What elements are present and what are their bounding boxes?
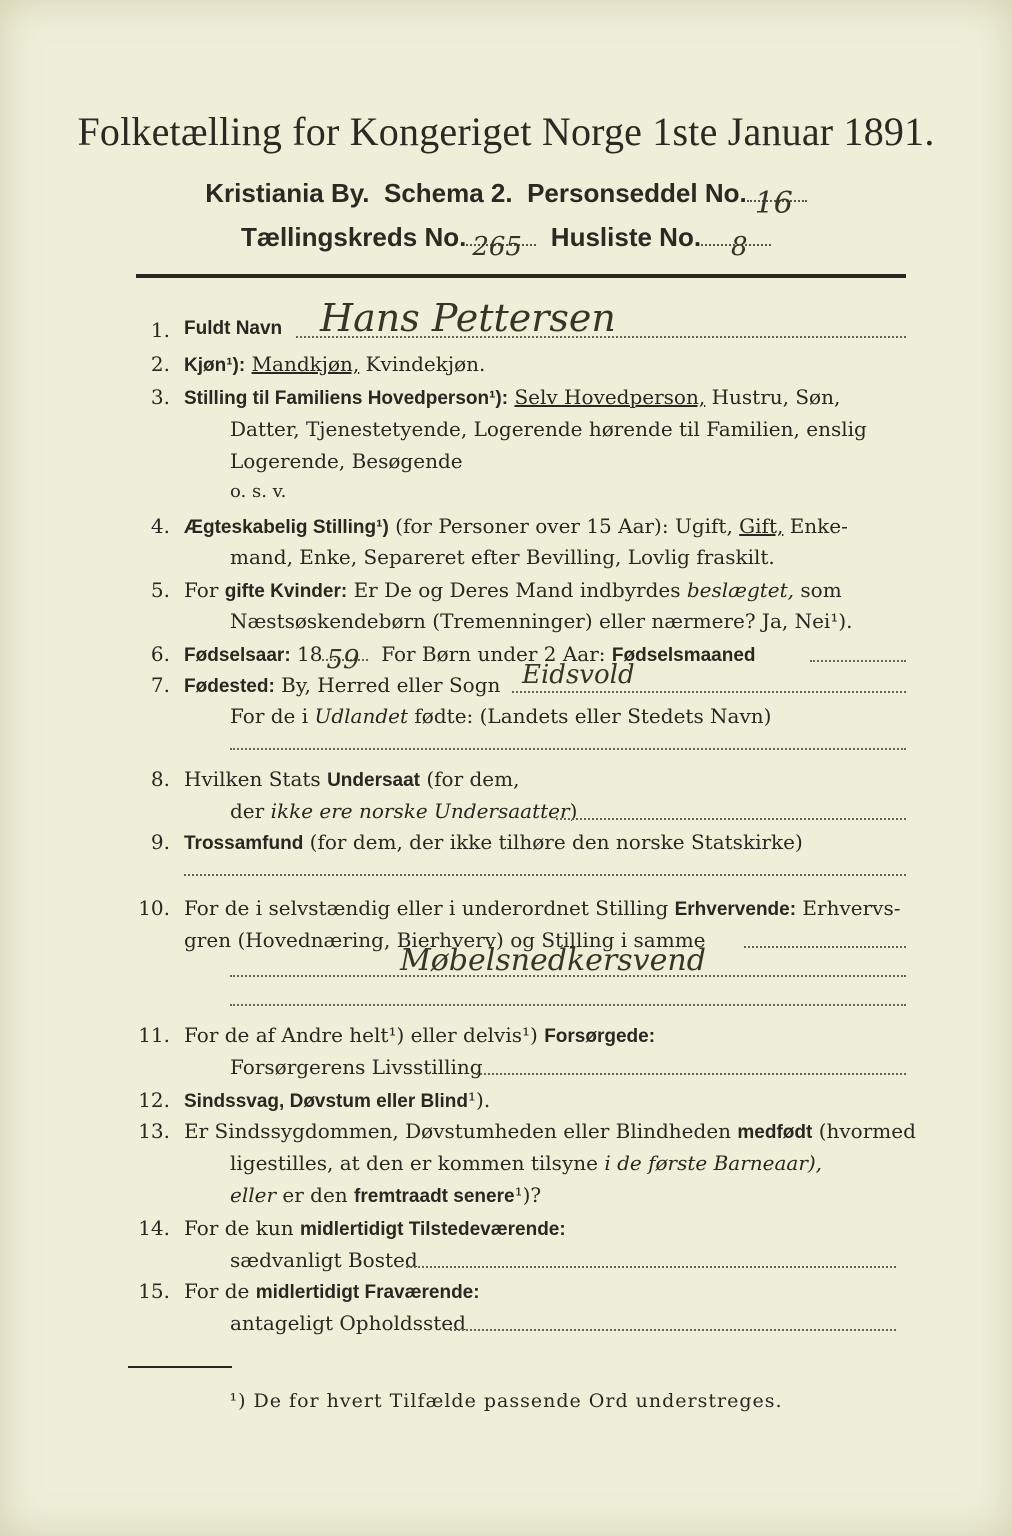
congenital-line3 xyxy=(230,1183,541,1208)
item-number: 5. xyxy=(150,578,170,602)
congenital-text1: Er Sindssygdommen, Døvstumheden eller Blindheden xyxy=(184,1119,732,1143)
citizenship-line2-text: der xyxy=(230,799,265,823)
congenital-line3-italic: eller xyxy=(230,1183,277,1207)
item-position xyxy=(184,385,840,410)
item-marital xyxy=(184,514,848,539)
label-religion: Trossamfund xyxy=(184,833,304,854)
item-number: 11. xyxy=(138,1023,170,1047)
label-supported: Forsørgede: xyxy=(544,1026,656,1047)
position-options: Hustru, Søn, xyxy=(711,385,841,409)
supported-text: For de af Andre helt¹) eller delvis¹) xyxy=(184,1023,538,1047)
header-line-kreds xyxy=(0,222,1012,262)
item-citizenship xyxy=(184,767,519,792)
item-temporary-present xyxy=(184,1216,566,1241)
abroad-text1: For de i xyxy=(230,704,309,728)
temporary-present-text: For de kun xyxy=(184,1216,294,1240)
item-number: 12. xyxy=(138,1088,170,1112)
label-temporary-present: midlertidigt Tilstedeværende: xyxy=(299,1219,566,1240)
citizenship-text2: (for dem, xyxy=(426,767,520,791)
item-number: 4. xyxy=(150,514,170,538)
married-line2: Næstsøskendebørn (Tremenninger) eller nærmere? Ja, Nei¹). xyxy=(230,609,853,633)
kreds-label: Tællingskreds No. xyxy=(240,222,467,252)
temporary-absent-text: For de xyxy=(184,1279,250,1303)
citizenship-text1: Hvilken Stats xyxy=(184,767,321,791)
citizenship-line2-italic: ikke ere norske Undersaatter xyxy=(270,799,570,823)
husliste-value: 8 xyxy=(731,232,748,262)
label-occupation: Erhvervende: xyxy=(674,899,797,920)
label-later: fremtraadt senere xyxy=(354,1186,515,1207)
temporary-present-line2: sædvanligt Bosted xyxy=(230,1248,418,1272)
item-number: 15. xyxy=(138,1279,170,1303)
full-name-value: Hans Pettersen xyxy=(320,296,616,340)
position-selected: Selv Hovedperson, xyxy=(514,385,706,409)
marital-text: (for Personer over 15 Aar): Ugift, xyxy=(395,514,733,538)
label-gender: Kjøn¹): xyxy=(184,355,246,376)
item-birthplace xyxy=(184,673,500,698)
label-marital: Ægteskabelig Stilling¹) xyxy=(184,517,389,538)
label-congenital: medfødt xyxy=(737,1122,813,1143)
position-options-line2: Datter, Tjenestetyende, Logerende hørende til Familien, enslig xyxy=(230,417,867,441)
married-text3: som xyxy=(800,578,842,602)
schema: Schema 2. xyxy=(383,178,513,208)
item-disability xyxy=(184,1088,490,1113)
label-full-name: Fuldt Navn xyxy=(184,318,283,339)
birthplace-abroad xyxy=(230,704,771,728)
item-number: 9. xyxy=(150,830,170,854)
abroad-text2: fødte: (Landets eller Stedets Navn) xyxy=(414,704,772,728)
item-occupation xyxy=(184,896,900,921)
congenital-text2: (hvormed xyxy=(818,1119,916,1143)
birth-year-value: 59 xyxy=(326,645,360,675)
citizenship-line2: der ikke ere norske Undersaatter) xyxy=(230,799,578,823)
husliste-label: Husliste No. xyxy=(550,222,702,252)
congenital-line3-suffix: ¹)? xyxy=(514,1183,542,1207)
city: Kristiania By. xyxy=(205,178,370,208)
gender-option-male: Mandkjøn, xyxy=(251,352,360,376)
position-options-line4: o. s. v. xyxy=(230,481,287,502)
occupation-text1: For de i selvstændig eller i underordnet Stilling xyxy=(184,896,669,920)
item-number: 13. xyxy=(138,1119,170,1143)
item-number: 10. xyxy=(138,896,170,920)
kreds-value: 265 xyxy=(472,232,522,262)
personseddel-value: 16 xyxy=(754,186,793,221)
birth-month-text: For Børn under 2 Aar: xyxy=(381,642,606,666)
item-number: 3. xyxy=(150,385,170,409)
label-disability: Sindssvag, Døvstum eller Blind xyxy=(184,1091,469,1112)
header-line-schema xyxy=(0,178,1012,221)
married-text2: Er De og Deres Mand indbyrdes xyxy=(353,578,681,602)
item-gender xyxy=(184,352,485,377)
label-married-women: gifte Kvinder: xyxy=(224,581,348,602)
label-citizenship: Undersaat xyxy=(327,770,420,791)
footnote: ¹) De for hvert Tilfælde passende Ord understreges. xyxy=(229,1390,783,1412)
congenital-line2-italic: i de første Barneaar), xyxy=(604,1151,823,1175)
item-temporary-absent xyxy=(184,1279,480,1304)
item-number: 14. xyxy=(138,1216,170,1240)
footnote-rule xyxy=(128,1366,232,1368)
occupation-line2: gren (Hovednæring, Bierhverv) og Stilling i samme xyxy=(184,928,706,952)
temporary-absent-line2: antageligt Opholdssted xyxy=(230,1311,466,1335)
label-temporary-absent: midlertidigt Fraværende: xyxy=(255,1282,480,1303)
personseddel-label: Personseddel No. xyxy=(527,178,747,208)
marital-selected: Gift, xyxy=(739,514,784,538)
abroad-italic: Udlandet xyxy=(314,704,409,728)
birthplace-value: Eidsvold xyxy=(522,660,635,690)
marital-text2: Enke- xyxy=(789,514,848,538)
label-birthplace: Fødested: xyxy=(184,676,275,697)
congenital-line2 xyxy=(230,1151,822,1175)
label-birth-year: Fødselsaar: xyxy=(184,645,291,666)
occupation-text2: Erhvervs- xyxy=(802,896,901,920)
religion-text: (for dem, der ikke tilhøre den norske Statskirke) xyxy=(309,830,803,854)
marital-line2: mand, Enke, Separeret efter Bevilling, Lovlig fraskilt. xyxy=(230,545,775,569)
birth-year-prefix: 18 xyxy=(297,642,323,666)
position-options-line3: Logerende, Besøgende xyxy=(230,449,463,473)
item-number: 1. xyxy=(150,318,170,342)
header-rule xyxy=(136,274,906,278)
item-number: 2. xyxy=(150,352,170,376)
congenital-line2-text: ligestilles, at den er kommen tilsyne xyxy=(230,1151,598,1175)
item-number: 6. xyxy=(150,642,170,666)
disability-suffix: ¹). xyxy=(468,1088,491,1112)
label-birth-month: Fødselsmaaned xyxy=(611,645,756,666)
item-number: 8. xyxy=(150,767,170,791)
item-religion xyxy=(184,830,803,855)
married-italic: beslægtet, xyxy=(686,578,795,602)
supported-line2: Forsørgerens Livsstilling xyxy=(230,1055,483,1079)
gender-option-female: Kvindekjøn. xyxy=(365,352,486,376)
item-congenital xyxy=(184,1119,916,1144)
birthplace-text: By, Herred eller Sogn xyxy=(281,673,501,697)
congenital-line3-text: er den xyxy=(282,1183,348,1207)
form-title: Folketælling for Kongeriget Norge 1ste Januar 1891. xyxy=(77,109,935,154)
item-number: 7. xyxy=(150,673,170,697)
label-position: Stilling til Familiens Hovedperson¹): xyxy=(184,388,509,409)
item-supported xyxy=(184,1023,655,1048)
occupation-value: Møbelsnedkersvend xyxy=(400,943,706,978)
item-married-women xyxy=(184,578,842,603)
married-text1: For xyxy=(184,578,219,602)
